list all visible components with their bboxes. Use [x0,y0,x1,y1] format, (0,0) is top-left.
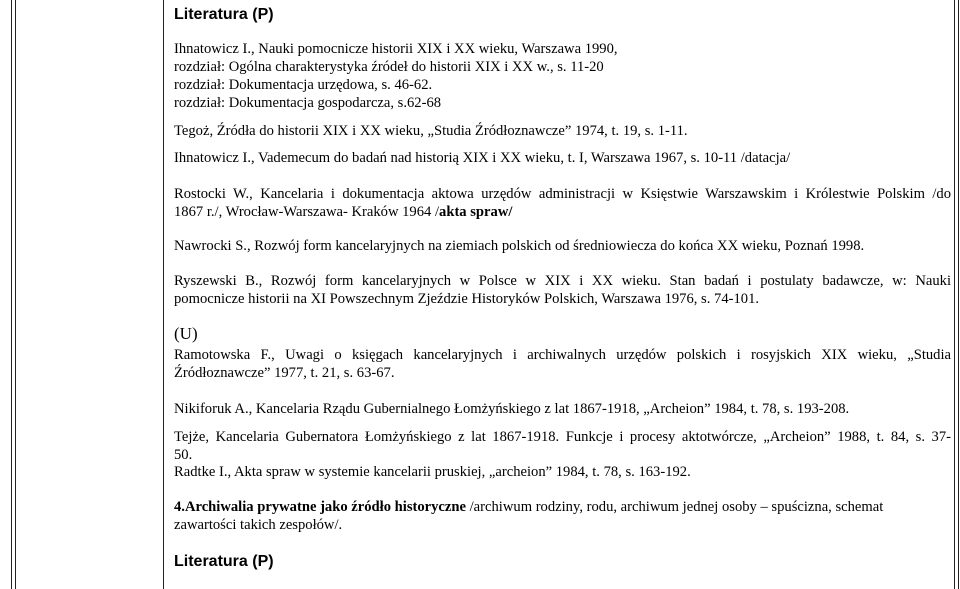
archiwalia-bold-title: 4.Archiwalia prywatne jako źródło historyczne [174,499,466,515]
entry-rostocki-akta-spraw: akta spraw/ [439,204,513,220]
column-divider [163,0,164,589]
entry-ramotowska-line2: Źródłoznawcze” 1977, t. 21, s. 63-67. [174,365,395,381]
table-border-left-outer [11,0,12,589]
entry-rostocki-line2 [174,203,512,221]
literature-heading-bottom: Literatura (P) [174,553,274,570]
entry-ihnatowicz-nauki-line4: rozdział: Dokumentacja gospodarcza, s.62-68 [174,95,442,111]
table-border-right-outer [958,0,959,589]
entry-ryszewski-line2: pomocnicze historii na XI Powszechnym Zjeździe Historyków Polskich, Warszawa 1976, s. 74-101. [174,291,760,307]
entry-ihnatowicz-nauki-line1: Ihnatowicz I., Nauki pomocnicze historii XIX i XX wieku, Warszawa 1990, [174,41,618,57]
archiwalia-rest: /archiwum rodziny, rodu, archiwum jednej osoby – spuścizna, schemat [465,499,884,515]
entry-ryszewski-line1: Ryszewski B., Rozwój form kancelaryjnych w Polsce w XIX i XX wieku. Stan badań i postulaty badawcze, w: Nauki [174,273,951,289]
table-border-left-inner [15,0,16,589]
entry-ihnatowicz-nauki-line3: rozdział: Dokumentacja urzędowa, s. 46-62. [174,77,433,93]
entry-archiwalia-line1 [174,498,883,516]
table-border-right-inner [954,0,955,589]
entry-ihnatowicz-nauki-line2: rozdział: Ogólna charakterystyka źródeł do historii XIX i XX w., s. 11-20 [174,59,604,75]
entry-tejze-line1: Tejże, Kancelaria Gubernatora Łomżyńskiego z lat 1867-1918. Funkcje i procesy aktotwórcze, „Archeion” 1988, t. 84, s. 37- [174,429,951,445]
entry-archiwalia-line2: zawartości takich zespołów/. [174,517,343,533]
entry-rostocki-line1: Rostocki W., Kancelaria i dokumentacja aktowa urzędów administracji w Księstwie Warszawskim i Królestwie Polskim /do [174,186,951,202]
entry-radtke: Radtke I., Akta spraw w systemie kancelarii pruskiej, „archeion” 1984, t. 78, s. 163-192. [174,464,691,480]
literature-heading-top: Literatura (P) [174,6,274,23]
entry-ramotowska-line1: Ramotowska F., Uwagi o księgach kancelaryjnych i archiwalnych urzędów polskich i rosyjskich XIX wieku, „Studia [174,347,951,363]
entry-tegoz: Tegoż, Źródła do historii XIX i XX wieku, „Studia Źródłoznawcze” 1974, t. 19, s. 1-11. [174,123,688,139]
entry-nawrocki: Nawrocki S., Rozwój form kancelaryjnych na ziemiach polskich od średniowiecza do końca XX wieku, Poznań 1998. [174,238,865,254]
entry-ihnatowicz-vademecum: Ihnatowicz I., Vademecum do badań nad historią XIX i XX wieku, t. I, Warszawa 1967, s. 10-11 /datacja/ [174,150,791,166]
entry-tejze-line2: 50. [174,447,193,463]
entry-rostocki-line2-text: 1867 r./, Wrocław-Warszawa- Kraków 1964 / [174,204,440,220]
entry-nikiforuk: Nikiforuk A., Kancelaria Rządu Gubernialnego Łomżyńskiego z lat 1867-1918, „Archeion” 1984, t. 78, s. 193-208. [174,401,850,417]
u-marker: (U) [174,324,198,343]
